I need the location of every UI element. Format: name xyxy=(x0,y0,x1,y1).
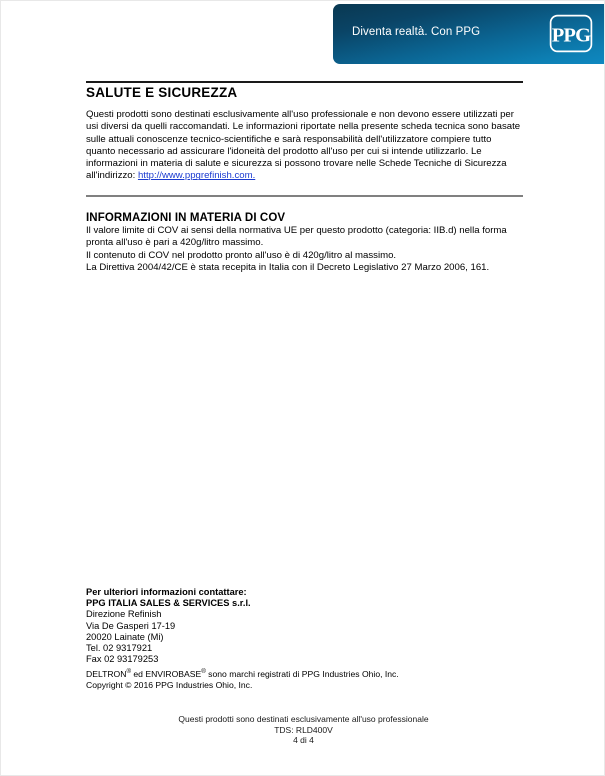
divider-top xyxy=(86,81,523,83)
trademark-envirobase: ed ENVIROBASE xyxy=(131,669,202,679)
contact-division: Direzione Refinish xyxy=(86,609,162,620)
trademark-owner: sono marchi registrati di PPG Industries Ohio, Inc. xyxy=(205,669,399,679)
contact-fax: Fax 02 93179253 xyxy=(86,654,159,665)
footer-disclaimer: Questi prodotti sono destinati esclusivamente all'uso professionale xyxy=(178,714,429,724)
footer-tds: TDS: RLD400V xyxy=(274,724,333,735)
section-heading-salute: SALUTE E SICUREZZA xyxy=(86,85,238,100)
registered-mark-icon: ® xyxy=(201,668,206,676)
banner-tagline: Diventa realtà. Con PPG xyxy=(352,26,481,38)
contact-tel: Tel. 02 9317921 xyxy=(86,643,153,654)
contact-company: PPG ITALIA SALES & SERVICES s.r.l. xyxy=(86,598,251,609)
header-banner xyxy=(333,4,605,64)
footer-page-number: 4 di 4 xyxy=(293,735,314,746)
contact-intro: Per ulteriori informazioni contattare: xyxy=(86,587,247,597)
paragraph-salute xyxy=(86,109,523,183)
page-footer xyxy=(1,714,605,746)
trademark-deltron: DELTRON xyxy=(86,669,127,679)
contact-street: Via De Gasperi 17-19 xyxy=(86,620,176,631)
section-heading-cov: INFORMAZIONI IN MATERIA DI COV xyxy=(86,212,286,224)
trademark-block xyxy=(86,669,399,690)
ppgrefinish-link[interactable]: http://www.ppgrefinish.com. xyxy=(137,170,256,182)
cov-line-3: La Direttiva 2004/42/CE è stata recepita in Italia con il Decreto Legislativo 27 Marzo 2006, 161. xyxy=(86,261,490,273)
paragraph-cov xyxy=(86,225,523,274)
svg-text:PPG: PPG xyxy=(551,24,591,47)
cov-line-2: Il contenuto di COV nel prodotto pronto all'uso è di 420g/litro al massimo. xyxy=(86,249,397,261)
registered-mark-icon: ® xyxy=(126,668,131,676)
paragraph-salute-text: Questi prodotti sono destinati esclusivamente all'uso professionale e non devono essere utilizzati per usi diversi da quelli raccomandati. Le informazioni riportate nella presente scheda tecnica sono basate sulle attuali conoscenze tecnico-scientifiche e sarà responsabilità dell'utilizzatore compiere tutto quanto necessario ad assicurare l'idoneità del prodotto all'uso per cui si intende utilizzarlo. Le informazioni in materia di salute e sicurezza si possono trovare nelle Schede Tecniche di Sicurezza all'indirizzo: xyxy=(86,109,521,182)
trademark-line xyxy=(86,669,399,680)
cov-line-1: Il valore limite di COV ai sensi della normativa UE per questo prodotto (categoria: IIB.d) nella forma pronta all'uso è pari a 420g/litro massimo. xyxy=(86,225,507,249)
contact-block xyxy=(86,587,251,665)
ppg-logo-icon xyxy=(549,14,593,53)
divider-middle xyxy=(86,195,523,197)
contact-city: 20020 Lainate (Mi) xyxy=(86,631,164,642)
copyright-line: Copyright © 2016 PPG Industries Ohio, Inc. xyxy=(86,679,253,690)
